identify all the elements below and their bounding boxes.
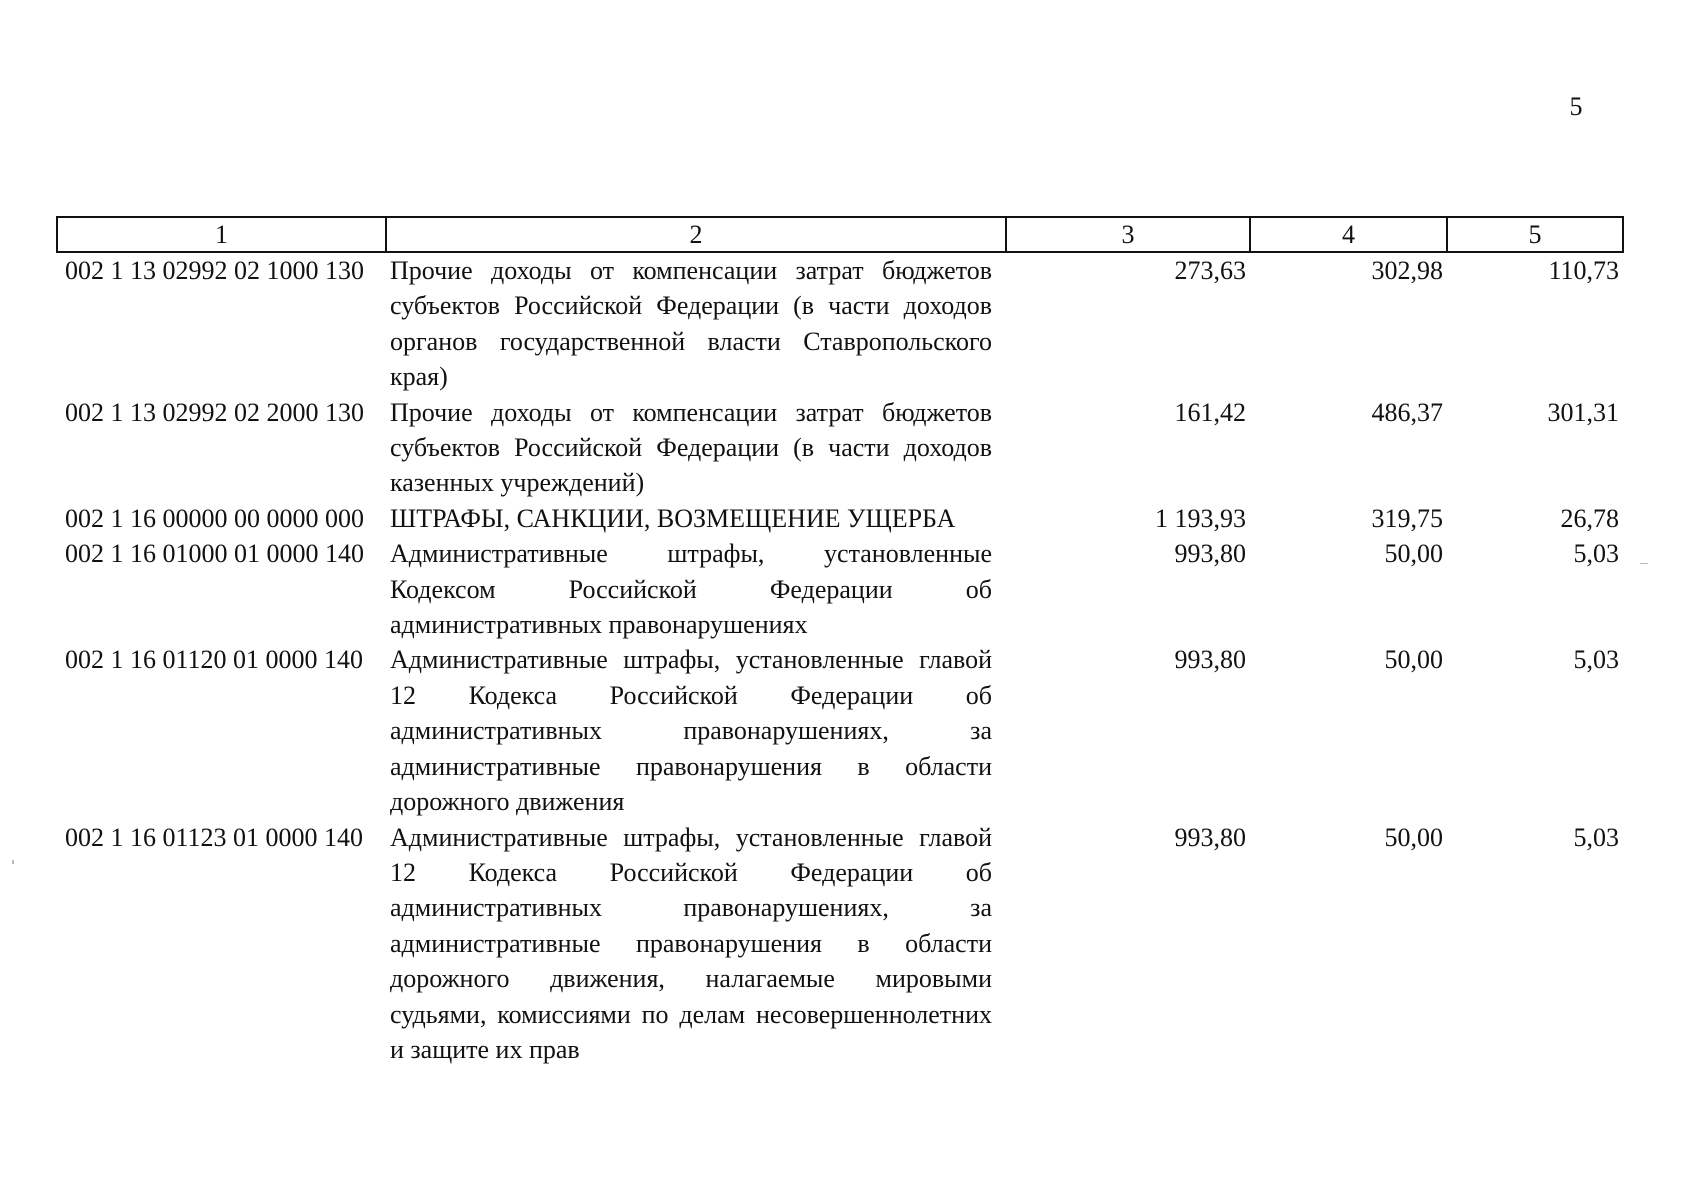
- header-col-1: 1: [57, 217, 386, 252]
- budget-code-cell: 002 1 13 02992 02 1000 130: [65, 256, 364, 285]
- revenue-table: [56, 216, 1624, 1067]
- description-cell: Прочие доходы от компенсации затрат бюджетов субъектов Российской Федерации (в части доходов казенных учреждений): [390, 397, 992, 498]
- header-col-3: 3: [1006, 217, 1250, 252]
- col3-value-cell: 161,42: [1174, 397, 1246, 427]
- table-row: [57, 820, 1623, 1068]
- col5-value-cell: 26,78: [1560, 503, 1619, 533]
- col5-value-cell: 5,03: [1573, 822, 1619, 852]
- col5-value-cell: 5,03: [1573, 645, 1619, 675]
- col4-value-cell: 50,00: [1384, 645, 1443, 675]
- budget-code-cell: 002 1 16 01123 01 0000 140: [65, 822, 364, 852]
- col5-value-cell: 301,31: [1547, 397, 1619, 427]
- scan-mark: [1640, 563, 1648, 564]
- col4-value-cell: 319,75: [1371, 503, 1443, 533]
- description-cell: Административные штрафы, установленные Кодексом Российской Федерации об административных правонарушениях: [390, 539, 992, 640]
- table-row: [57, 501, 1623, 536]
- header-col-5: 5: [1447, 217, 1623, 252]
- col3-value-cell: 993,80: [1174, 822, 1246, 852]
- table-row: [57, 395, 1623, 501]
- description-cell: ШТРАФЫ, САНКЦИИ, ВОЗМЕЩЕНИЕ УЩЕРБА: [390, 503, 956, 533]
- header-row: [57, 217, 1623, 252]
- header-col-4: 4: [1250, 217, 1447, 252]
- col3-value-cell: 993,80: [1174, 645, 1246, 675]
- table-row: [57, 642, 1623, 819]
- col5-value-cell: 110,73: [1548, 256, 1619, 285]
- scan-mark: [12, 860, 14, 864]
- col3-value-cell: 273,63: [1174, 256, 1246, 285]
- description-cell: Административные штрафы, установленные главой 12 Кодекса Российской Федерации об административных правонарушениях, за административные правонарушения в области дорожного движения: [390, 645, 992, 817]
- budget-code-cell: 002 1 16 01000 01 0000 140: [65, 539, 364, 569]
- table-row: [57, 536, 1623, 642]
- table-body: [57, 252, 1623, 1067]
- budget-code-cell: 002 1 13 02992 02 2000 130: [65, 397, 364, 427]
- table-row: [57, 252, 1623, 395]
- header-col-2: 2: [386, 217, 1006, 252]
- table-header: [57, 217, 1623, 252]
- budget-code-cell: 002 1 16 01120 01 0000 140: [65, 645, 364, 675]
- col4-value-cell: 302,98: [1371, 256, 1443, 285]
- page-number: 5: [1569, 92, 1583, 121]
- col5-value-cell: 5,03: [1573, 539, 1619, 569]
- description-cell: Административные штрафы, установленные главой 12 Кодекса Российской Федерации об административных правонарушениях, за административные правонарушения в области дорожного движения, налагаемые мировыми судьями, комиссиями по делам несовершеннолетних и защите их прав: [390, 822, 992, 1064]
- col4-value-cell: 50,00: [1384, 539, 1443, 569]
- col4-value-cell: 486,37: [1371, 397, 1443, 427]
- description-cell: Прочие доходы от компенсации затрат бюджетов субъектов Российской Федерации (в части доходов органов государственной власти Ставропольского края): [390, 256, 992, 392]
- col3-value-cell: 1 193,93: [1155, 503, 1246, 533]
- col4-value-cell: 50,00: [1384, 822, 1443, 852]
- col3-value-cell: 993,80: [1174, 539, 1246, 569]
- budget-code-cell: 002 1 16 00000 00 0000 000: [65, 503, 364, 533]
